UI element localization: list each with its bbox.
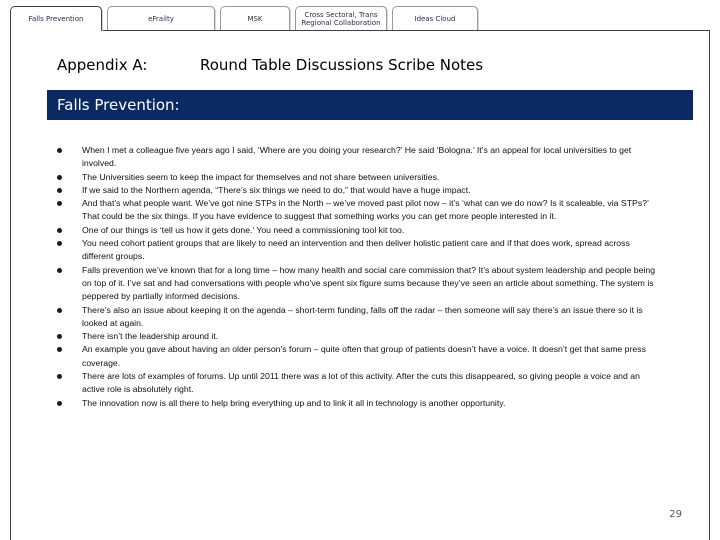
note-text: One of our things is ‘tell us how it gets done.’ You need a commissioning tool kit too. [82,224,405,235]
list-item [55,237,660,264]
tab-label: MSK [247,15,263,23]
slide-border [10,30,11,540]
bullet-icon [57,308,62,313]
tab-divider [10,30,710,31]
bullet-icon [57,148,62,153]
tab-label: Falls Prevention [28,15,84,23]
note-text: The Universities seem to keep the impact for themselves and not share between universities. [82,171,440,182]
list-item [55,330,660,343]
note-text: If we said to the Northern agenda, “There’s six things we need to do,” that would have a huge impact. [82,184,471,195]
list-item [55,144,660,171]
bullet-icon [57,188,62,193]
note-text: And that’s what people want. We’ve got nine STPs in the North – we’ve moved past pilot now – it’s ‘what can we do now? Is it scaleable, via STPs?’ That could be the six things. If you have evidence to suggest that something works you can get more people interested in it. [82,198,649,222]
slide-border [709,30,710,540]
note-text: There’s also an issue about keeping it on the agenda – short-term funding, falls off the radar – then someone will say there’s an issue there so it is looked at again. [82,304,643,328]
note-text: There are lots of examples of forums. Up until 2011 there was a lot of this activity. After the cuts this disappeared, so giving people a voice and an active role is absolutely right. [82,371,640,395]
bullet-icon [57,374,62,379]
page-number: 29 [669,509,682,520]
tab-falls-prevention[interactable] [10,6,102,31]
note-text: The innovation now is all there to help bring everything up and to link it all in technology is another opportunity. [82,397,506,408]
tab-label: eFrailty [148,15,174,23]
bullet-icon [57,268,62,273]
bullet-icon [57,201,62,206]
list-item [55,197,660,224]
bullet-icon [57,241,62,246]
section-title: Falls Prevention: [57,96,180,114]
bullet-icon [57,175,62,180]
bullet-icon [57,334,62,339]
list-item [55,370,660,397]
list-item [55,397,660,410]
bullet-icon [57,347,62,352]
list-item [55,343,660,370]
list-item [55,171,660,184]
bullet-icon [57,401,62,406]
tab-efrailty[interactable] [107,6,215,31]
section-header [47,90,693,120]
appendix-label: Appendix A: [57,56,148,74]
note-text: There isn’t the leadership around it. [82,331,219,342]
bullet-icon [57,228,62,233]
tab-label: Cross Sectoral, Trans Regional Collaboration [301,11,381,27]
tab-label: Ideas Cloud [414,15,456,23]
note-text: You need cohort patient groups that are likely to need an intervention and then deliver holistic patient care and if that does work, spread across different groups. [82,238,630,262]
note-text: When I met a colleague five years ago I said, ‘Where are you doing your research?’ He said ‘Bologna.’ It’s an appeal for local universities to get involved. [82,145,632,169]
list-item [55,264,660,304]
page-title: Round Table Discussions Scribe Notes [200,56,484,74]
note-text: Falls prevention we’ve known that for a long time – how many health and social care commission that? It’s about system leadership and people being on top of it. I’ve sat and had conversations with people who’ve spent six figure sums because they’ve seen an article about something. The system is peppered by partially informed decisions. [82,264,656,302]
tab-bar [10,6,710,32]
tab-cross-sectoral[interactable] [295,6,387,31]
list-item [55,224,660,237]
list-item [55,304,660,331]
tab-msk[interactable] [220,6,290,31]
list-item [55,184,660,197]
tab-ideas-cloud[interactable] [392,6,478,31]
notes-list [55,144,660,410]
note-text: An example you gave about having an older person’s forum – quite often that group of patients doesn’t have a voice. It doesn’t get that same press coverage. [82,344,646,368]
